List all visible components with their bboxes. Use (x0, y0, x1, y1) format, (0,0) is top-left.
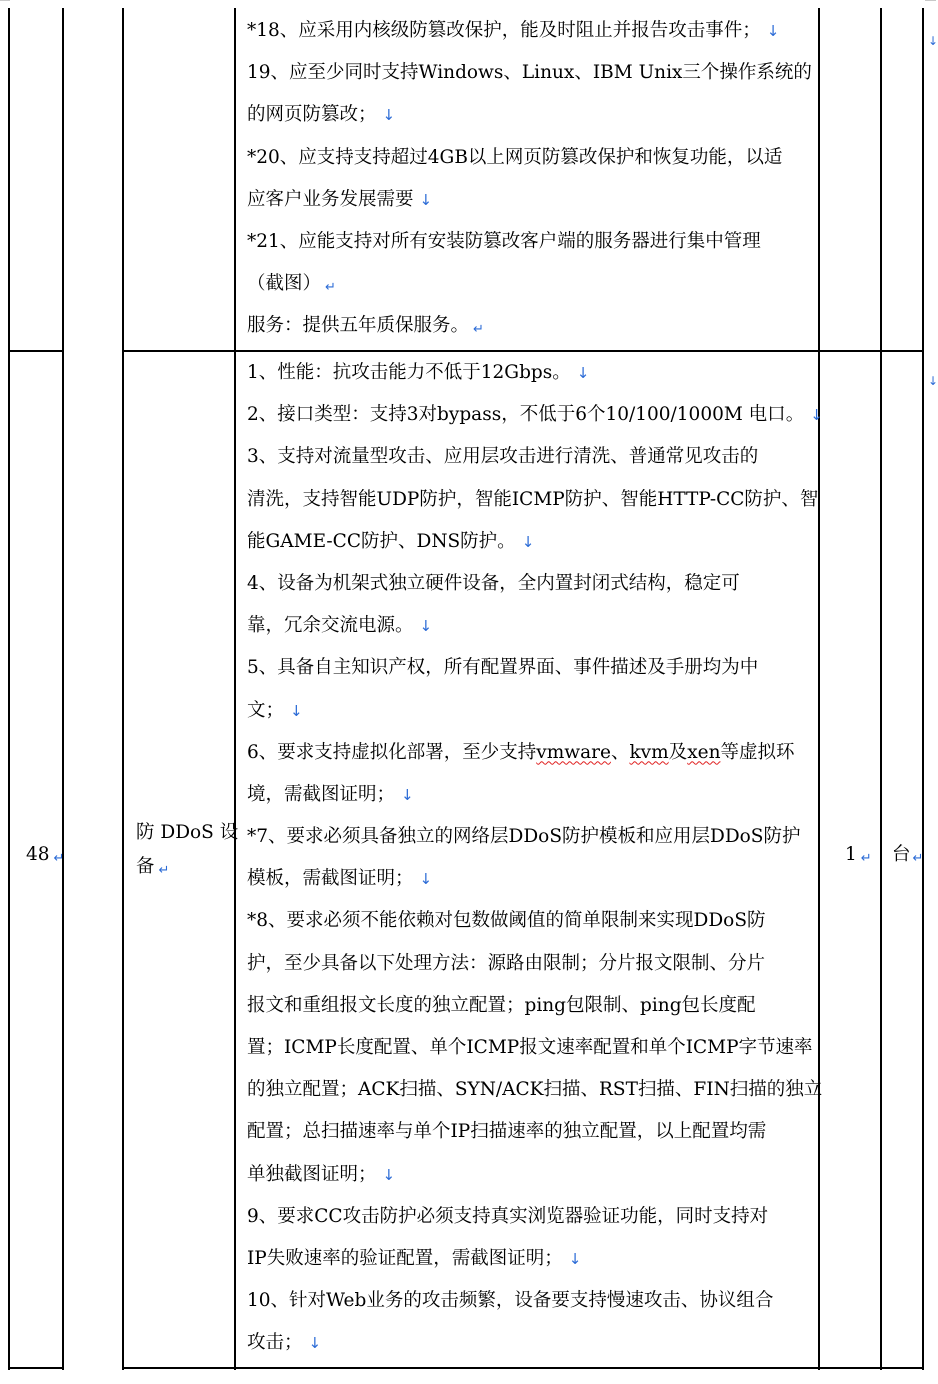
spec-text: 清洗，支持智能UDP防护，智能ICMP防护、智能HTTP-CC防护、智 (247, 488, 819, 510)
line-break-icon: ↓ (382, 1165, 396, 1184)
quantity-cell (845, 838, 872, 876)
spec-line (247, 179, 817, 221)
spec-line (247, 690, 817, 732)
spec-text: 模板，需截图证明； (247, 868, 414, 890)
spec-line (247, 521, 817, 563)
page-edge-fragment (0, 0, 10, 1)
unit-cell (892, 838, 923, 876)
spec-line (247, 94, 817, 136)
spec-text: 境，需截图证明； (247, 783, 396, 805)
line-break-icon: ↓ (576, 364, 590, 382)
table-column-divider (62, 8, 64, 1370)
spec-text: 等虚拟环 (720, 741, 795, 763)
spec-line (247, 985, 817, 1027)
table-border-bottom (8, 1367, 64, 1369)
table-border-bottom (122, 1367, 924, 1369)
paragraph-mark-icon: ↵ (473, 322, 484, 338)
spellcheck-word: kvm (629, 741, 669, 763)
spec-line (247, 263, 817, 305)
spec-line (247, 1322, 817, 1364)
spec-text: *20、应支持支持超过4GB以上网页防篡改保护和恢复功能，以适 (247, 146, 783, 168)
item-name-line: 备 (136, 856, 155, 877)
line-break-icon: ↓ (382, 106, 396, 125)
item-index-cell (26, 838, 64, 876)
unit: 台 (892, 844, 911, 865)
spec-line (247, 900, 817, 942)
line-break-icon: ↓ (308, 1334, 322, 1353)
spec-text: 的网页防篡改； (247, 104, 377, 126)
spec-text: IP失败速率的验证配置，需截图证明； (247, 1247, 563, 1269)
spec-text: 2、接口类型：支持3对bypass，不低于6个10/100/1000M 电口。 (247, 404, 805, 426)
item-name-cell (136, 816, 238, 888)
spec-text: 9、要求CC攻击防护必须支持真实浏览器验证功能，同时支持对 (247, 1205, 769, 1227)
spec-line (247, 1027, 817, 1069)
spec-text: 单独截图证明； (247, 1163, 377, 1185)
spec-line (247, 1196, 817, 1238)
spellcheck-word: xen (687, 741, 721, 763)
spec-line (247, 10, 817, 52)
line-break-icon: ↓ (521, 532, 535, 551)
spec-line (247, 647, 817, 689)
spec-line (247, 563, 817, 605)
line-break-icon: ↓ (419, 870, 433, 889)
line-break-icon: ↓ (419, 190, 433, 209)
spec-text: 配置；总扫描速率与单个IP扫描速率的独立配置，以上配置均需 (247, 1121, 767, 1143)
line-break-icon: ↓ (401, 785, 414, 804)
spec-line (247, 137, 817, 179)
spec-text: 置；ICMP长度配置、单个ICMP报文速率配置和单个ICMP字节速率 (247, 1037, 813, 1058)
spellcheck-word: vmware (536, 741, 611, 763)
line-break-icon: ↓ (419, 617, 433, 636)
spec-text: 4、设备为机架式独立硬件设备，全内置封闭式结构，稳定可 (247, 572, 740, 594)
spec-text: *7、要求必须具备独立的网络层DDoS防护模板和应用层DDoS防护 (247, 826, 801, 848)
spec-text: （截图） (247, 273, 322, 295)
spec-text: 1、性能：抗攻击能力不低于12Gbps。 (247, 362, 571, 383)
spec-line (247, 1154, 817, 1196)
paragraph-mark-icon: ↵ (912, 851, 924, 866)
table-column-divider (880, 8, 882, 1370)
paragraph-mark-icon: ↵ (158, 863, 170, 878)
spec-line (247, 1280, 817, 1322)
line-break-icon: ↓ (810, 406, 823, 425)
spec-text: 6、要求支持虚拟化部署，至少支持 (247, 741, 537, 763)
spec-text: 文； (247, 699, 285, 721)
table-border-right (922, 8, 924, 1370)
spec-text: 应客户业务发展需要 (247, 188, 414, 210)
spec-text: 攻击； (247, 1332, 303, 1354)
spec-text: 、 (610, 741, 630, 763)
spec-text: 19、应至少同时支持Windows、Linux、IBM Unix三个操作系统的 (247, 62, 812, 84)
spec-line (247, 394, 823, 436)
spec-text: *21、应能支持对所有安装防篡改客户端的服务器进行集中管理 (247, 230, 761, 252)
line-break-icon: ↓ (290, 701, 303, 720)
spec-line (247, 52, 817, 94)
line-break-icon: ↓ (766, 22, 780, 40)
item-index: 48 (26, 844, 50, 865)
row-divider (8, 350, 62, 352)
spec-text: 10、针对Web业务的攻击频繁，设备要支持慢速攻击、协议组合 (247, 1290, 774, 1312)
spec-cell-ddos (247, 352, 823, 1365)
page-edge-fragment (925, 0, 936, 1)
spec-line (247, 1069, 823, 1111)
paragraph-mark-icon: ↵ (53, 851, 65, 866)
spec-text: 报文和重组报文长度的独立配置；ping包限制、ping包长度配 (247, 994, 756, 1016)
quantity: 1 (845, 844, 857, 865)
spec-text: 靠，冗余交流电源。 (247, 615, 414, 637)
spec-text: 5、具备自主知识产权，所有配置界面、事件描述及手册均为中 (247, 657, 759, 679)
table-column-divider (234, 8, 236, 1370)
spec-line (247, 352, 817, 394)
paragraph-mark-icon: ↵ (325, 280, 336, 296)
spec-line (247, 1238, 817, 1280)
spec-text: 及 (668, 741, 688, 763)
spec-line (247, 1111, 817, 1153)
spec-text: 服务：提供五年质保服务。 (247, 315, 470, 337)
spec-line (247, 816, 817, 858)
spec-text: *8、要求必须不能依赖对包数做阈值的简单限制来实现DDoS防 (247, 910, 766, 932)
paragraph-mark-icon: ↵ (860, 851, 872, 866)
spec-line (247, 605, 817, 647)
table-column-divider (122, 8, 124, 1370)
spec-text: 3、支持对流量型攻击、应用层攻击进行清洗、普通常见攻击的 (247, 446, 759, 468)
spec-line (247, 732, 817, 774)
margin-mark: ↓ (928, 34, 938, 48)
spec-text: 护，至少具备以下处理方法：源路由限制；分片报文限制、分片 (247, 952, 766, 974)
spec-line (247, 479, 817, 521)
table-column-divider (818, 8, 820, 1370)
spec-text: *18、应采用内核级防篡改保护，能及时阻止并报告攻击事件； (247, 20, 761, 41)
spec-line (247, 305, 817, 347)
spec-text: 能GAME-CC防护、DNS防护。 (247, 530, 516, 552)
item-name-line: 防 DDoS 设 (136, 822, 239, 843)
line-break-icon: ↓ (568, 1249, 582, 1268)
margin-mark: ↓ (928, 374, 938, 388)
spec-line (247, 221, 817, 263)
spec-line (247, 943, 817, 985)
spec-text: 的独立配置；ACK扫描、SYN/ACK扫描、RST扫描、FIN扫描的独立 (247, 1079, 823, 1101)
spec-line (247, 774, 817, 816)
spec-line (247, 436, 817, 478)
table-border-left (8, 8, 10, 1370)
spec-cell-continued (247, 10, 817, 348)
spec-line (247, 858, 817, 900)
